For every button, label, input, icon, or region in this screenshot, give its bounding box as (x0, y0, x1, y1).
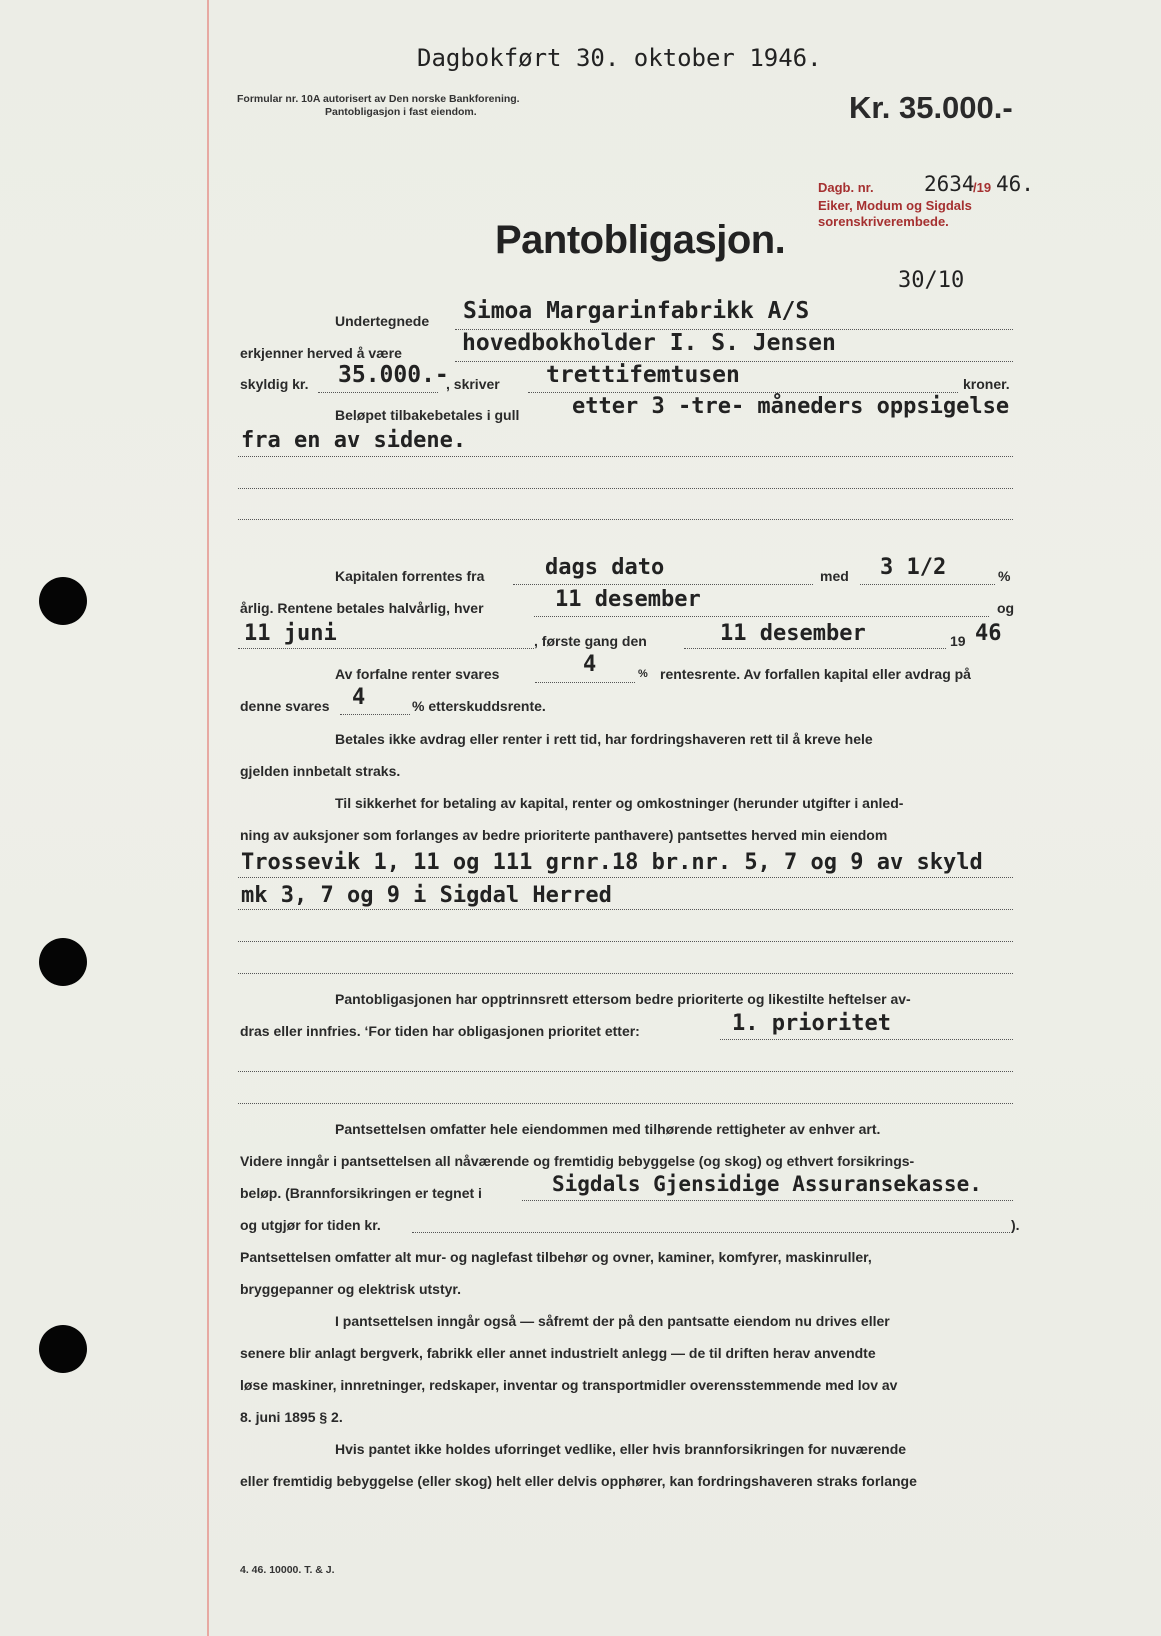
forste-value: 11 desember (720, 621, 866, 646)
insurer-value: Sigdals Gjensidige Assuransekasse. (552, 1172, 982, 1196)
forfalne-value: 4 (583, 652, 597, 677)
priority-value: 1. prioritet (732, 1011, 891, 1036)
rate-value: 3 1/2 (880, 555, 947, 580)
p4-line1: Pantsettelsen omfatter hele eiendommen med tilhørende rettigheter av enhver art. (335, 1121, 881, 1137)
property-rule-3 (238, 941, 1013, 942)
blank-line-3 (238, 519, 1013, 520)
skyldig-label: skyldig kr. (240, 376, 309, 392)
forfalne-label: Av forfalne renter svares (335, 666, 500, 682)
blank-line-2 (238, 488, 1013, 489)
forfalne-line (535, 682, 635, 683)
second-date-line (238, 648, 534, 649)
p4-line3-label: beløp. (Brannforsikringen er tegnet i (240, 1185, 482, 1201)
arlig-label: årlig. Rentene betales halvårlig, hver (240, 600, 484, 616)
skriver-value: trettifemtusen (546, 362, 740, 388)
insurer-line (522, 1200, 1013, 1201)
office-line-2: sorenskriverembede. (818, 214, 949, 229)
dagb-year: 46. (996, 172, 1034, 196)
og-label: og (997, 600, 1015, 616)
blank-line-4 (238, 1071, 1013, 1072)
form-line-2: Pantobligasjon i fast eiendom. (325, 106, 477, 118)
forfalne-pct: % (638, 668, 648, 680)
margin-rule (207, 0, 209, 1636)
priority-line (720, 1039, 1013, 1040)
p2-line1: Til sikkerhet for betaling av kapital, renter og omkostninger (herunder utgifter i anled- (335, 795, 904, 811)
p4-line4-label: og utgjør for tiden kr. (240, 1217, 381, 1233)
year-value: 46 (975, 621, 1002, 646)
denne-value: 4 (352, 685, 366, 710)
p2-line2: ning av auksjoner som forlanges av bedre prioriterte panthavere) pantsettes herved min eiendom (240, 827, 888, 843)
p3-line2-label: dras eller innfries. ‘For tiden har obligasjonen prioritet etter: (240, 1023, 640, 1039)
dagb-label: Dagb. nr. (818, 180, 874, 195)
property-rule-4 (238, 973, 1013, 974)
punch-hole-bottom (39, 1325, 87, 1373)
p6-line3: løse maskiner, innretninger, redskaper, inventar og transportmidler overensstemmende med lov av (240, 1377, 898, 1393)
tilbake-label: Beløpet tilbakebetales i gull (335, 407, 520, 423)
p4-line2: Videre inngår i pantsettelsen all nåværende og fremtidig bebyggelse (og skog) og ethvert forsikrings- (240, 1153, 915, 1169)
erkjenner-value: hovedbokholder I. S. Jensen (462, 330, 836, 356)
dagb-year-prefix: /19 (973, 180, 992, 195)
skyldig-line (318, 392, 438, 393)
property-line2: mk 3, 7 og 9 i Sigdal Herred (241, 883, 612, 908)
undertegnede-label: Undertegnede (335, 313, 430, 329)
amount-line (412, 1232, 1010, 1233)
p1-line2: gjelden innbetalt straks. (240, 763, 401, 779)
p4-line4-end: ). (1011, 1217, 1020, 1233)
p7-line1: Hvis pantet ikke holdes uforringet vedlike, eller hvis brannforsikringen for nuværende (335, 1441, 907, 1457)
rate-pct: % (998, 568, 1011, 584)
arlig-value: 11 desember (555, 587, 701, 612)
tilbake-value: etter 3 -tre- måneders oppsigelse (572, 394, 1010, 419)
p6-line2: senere blir anlagt bergverk, fabrikk eller annet industrielt anlegg — de til driften herav anvendte (240, 1345, 876, 1361)
punch-hole-top (39, 577, 87, 625)
p1-line1: Betales ikke avdrag eller renter i rett tid, har fordringshaveren rett til å kreve hele (335, 731, 873, 747)
forste-label: , første gang den (534, 633, 647, 649)
blank-line-1 (238, 456, 1013, 457)
rentesrente-text: rentesrente. Av forfallen kapital eller avdrag på (660, 666, 971, 682)
forste-line (684, 648, 946, 649)
dagbok-stamp: Dagbokført 30. oktober 1946. (417, 44, 822, 72)
p3-line1: Pantobligasjonen har opptrinnsrett ettersom bedre prioriterte og likestilte heftelser av- (335, 991, 911, 1007)
property-rule-1 (238, 877, 1013, 878)
print-code: 4. 46. 10000. T. & J. (240, 1564, 335, 1576)
undertegnede-value: Simoa Margarinfabrikk A/S (463, 298, 810, 324)
p7-line2: eller fremtidig bebyggelse (eller skog) helt eller delvis opphører, kan fordringshaveren straks forlange (240, 1473, 917, 1489)
skriver-line (528, 392, 958, 393)
p6-line1: I pantsettelsen inngår også — såfremt der på den pantsatte eiendom nu drives eller (335, 1313, 890, 1329)
year-prefix: 19 (950, 633, 966, 649)
p5-line2: bryggepanner og elektrisk utstyr. (240, 1281, 461, 1297)
skriver-label: , skriver (446, 376, 500, 392)
erkjenner-label: erkjenner herved å være (240, 345, 402, 361)
property-rule-2 (238, 909, 1013, 910)
amount-heading: Kr. 35.000.- (849, 90, 1013, 125)
form-line-1: Formular nr. 10A autorisert av Den norske Bankforening. (237, 93, 520, 105)
etterskudd-text: % etterskuddsrente. (412, 698, 546, 714)
denne-line (340, 714, 410, 715)
arlig-line (534, 616, 989, 617)
office-line-1: Eiker, Modum og Sigdals (818, 198, 972, 213)
second-date: 11 juni (244, 621, 337, 646)
date-note: 30/10 (898, 268, 965, 293)
forrentes-line (513, 584, 813, 585)
forrentes-value: dags dato (545, 555, 665, 580)
forrentes-label: Kapitalen forrentes fra (335, 568, 485, 584)
p5-line1: Pantsettelsen omfatter alt mur- og naglefast tilbehør og ovner, kaminer, komfyrer, maskinruller, (240, 1249, 872, 1265)
dagb-number: 2634 (924, 172, 975, 196)
med-label: med (820, 568, 849, 584)
punch-hole-middle (39, 938, 87, 986)
blank-line-5 (238, 1103, 1013, 1104)
p6-line4: 8. juni 1895 § 2. (240, 1409, 343, 1425)
property-line1: Trossevik 1, 11 og 111 grnr.18 br.nr. 5, 7 og 9 av skyld (241, 850, 983, 875)
document-title: Pantobligasjon. (495, 218, 786, 262)
tilbake-continuation: fra en av sidene. (241, 428, 467, 453)
rate-line (860, 584, 995, 585)
denne-label: denne svares (240, 698, 330, 714)
kroner-label: kroner. (963, 376, 1010, 392)
skyldig-value: 35.000.- (338, 362, 449, 388)
